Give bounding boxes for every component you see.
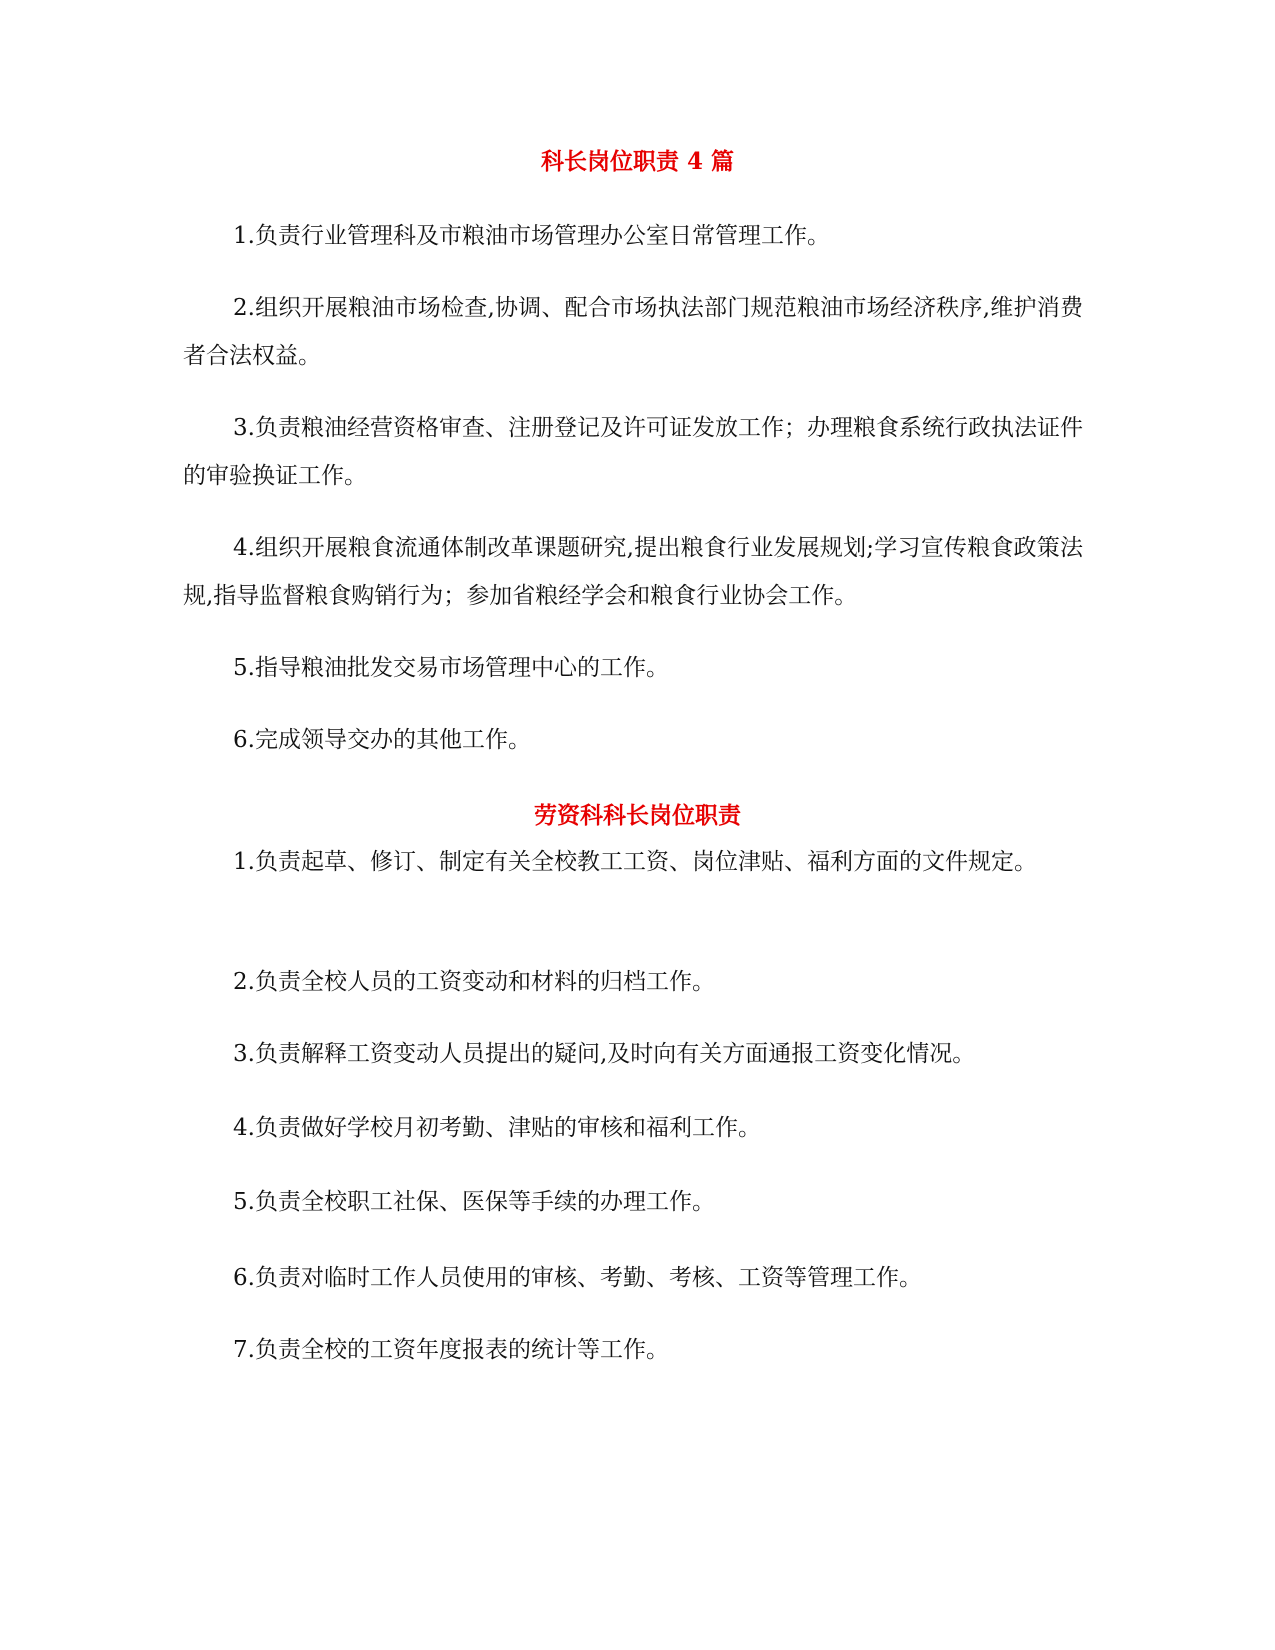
list-item: 6.完成领导交办的其他工作。 — [233, 727, 531, 753]
list-item: 7.负责全校的工资年度报表的统计等工作。 — [233, 1337, 669, 1363]
list-item: 2.组织开展粮油市场检查,协调、配合市场执法部门规范粮油市场经济秩序,维护消费者合法权益。 — [183, 295, 1083, 369]
list-item: 3.负责粮油经营资格审查、注册登记及许可证发放工作；办理粮食系统行政执法证件的审验换证工作。 — [183, 415, 1083, 489]
list-item: 5.负责全校职工社保、医保等手续的办理工作。 — [233, 1189, 715, 1215]
section-title: 科长岗位职责 4 篇 — [540, 148, 735, 175]
section-title: 劳资科科长岗位职责 — [534, 802, 741, 829]
list-item: 1.负责起草、修订、制定有关全校教工工资、岗位津贴、福利方面的文件规定。 — [233, 849, 1037, 875]
list-item: 4.组织开展粮食流通体制改革课题研究,提出粮食行业发展规划;学习宣传粮食政策法规,指导监督粮食购销行为；参加省粮经学会和粮食行业协会工作。 — [183, 535, 1083, 609]
list-item: 1.负责行业管理科及市粮油市场管理办公室日常管理工作。 — [233, 223, 830, 249]
list-item: 2.负责全校人员的工资变动和材料的归档工作。 — [233, 969, 715, 995]
list-item: 6.负责对临时工作人员使用的审核、考勤、考核、工资等管理工作。 — [233, 1265, 922, 1291]
list-item: 4.负责做好学校月初考勤、津贴的审核和福利工作。 — [233, 1115, 761, 1141]
list-item: 3.负责解释工资变动人员提出的疑问,及时向有关方面通报工资变化情况。 — [233, 1041, 976, 1067]
list-item: 5.指导粮油批发交易市场管理中心的工作。 — [233, 655, 669, 681]
